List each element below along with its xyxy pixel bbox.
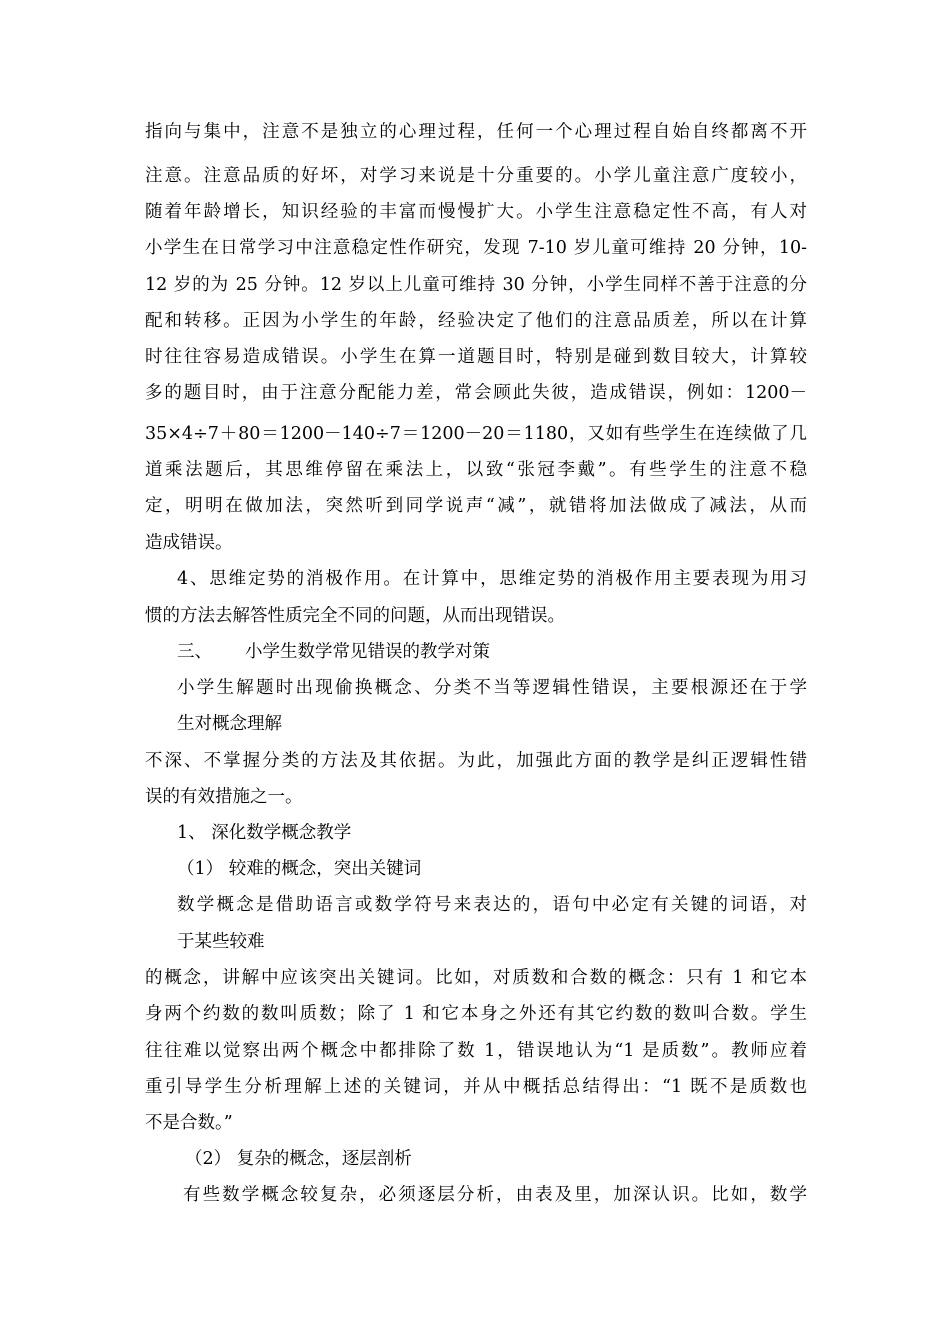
- paragraph-3-line-3: 不深、不掌握分类的方法及其依据。为此，加强此方面的教学是纠正逻辑性错: [145, 751, 807, 771]
- paragraph-3-line-4: 误的有效措施之一。: [145, 787, 303, 807]
- paragraph-1-line-10: 道乘法题后，其思维停留在乘法上，以致“张冠李戴”。有些学生的注意不稳: [145, 460, 807, 480]
- paragraph-4-line-3: 的概念，讲解中应该突出关键词。比如，对质数和合数的概念：只有 1 和它本: [145, 968, 807, 988]
- paragraph-5-line-1: 有些数学概念较复杂，必须逐层分析，由表及里，加深认识。比如，数学: [183, 1185, 807, 1205]
- paragraph-1-line-8: 多的题目时，由于注意分配能力差，常会顾此失彼，造成错误，例如：1200－: [145, 383, 807, 403]
- subheading-1-1: （1） 较难的概念，突出关键词: [177, 859, 422, 879]
- paragraph-2-line-1: 4、思维定势的消极作用。在计算中，思维定势的消极作用主要表现为用习: [177, 569, 807, 589]
- subheading-1-2: （2） 复杂的概念，逐层剖析: [185, 1149, 412, 1169]
- paragraph-4-line-1: 数学概念是借助语言或数学符号来表达的，语句中必定有关键的词语，对: [177, 895, 807, 915]
- paragraph-1-line-12: 造成错误。: [145, 533, 233, 553]
- subheading-1: 1、 深化数学概念教学: [177, 823, 352, 843]
- paragraph-1-line-3: 随着年龄增长，知识经验的丰富而慢慢扩大。小学生注意稳定性不高，有人对: [145, 202, 807, 222]
- paragraph-4-line-7: 不是合数。”: [145, 1113, 233, 1133]
- paragraph-4-line-5: 往往难以觉察出两个概念中都排除了数 1，错误地认为“1 是质数”。教师应着: [145, 1041, 807, 1061]
- paragraph-2-line-2: 惯的方法去解答性质完全不同的问题，从而出现错误。: [145, 606, 565, 626]
- paragraph-1-line-2: 注意。注意品质的好坏，对学习来说是十分重要的。小学儿童注意广度较小，: [145, 166, 807, 186]
- paragraph-4-line-4: 身两个约数的数叫质数；除了 1 和它本身之外还有其它约数的数叫合数。学生: [145, 1004, 807, 1024]
- paragraph-1-line-4: 小学生在日常学习中注意稳定性作研究，发现 7-10 岁儿童可维持 20 分钟，10-: [145, 238, 807, 258]
- paragraph-1-line-9: 35×4÷7＋80＝1200－140÷7＝1200－20＝1180，又如有些学生在连续做了几: [145, 424, 807, 444]
- paragraph-3-line-1: 小学生解题时出现偷换概念、分类不当等逻辑性错误，主要根源还在于学: [177, 678, 807, 698]
- section-number: 三、: [177, 642, 212, 662]
- paragraph-1-line-6: 配和转移。正因为小学生的年龄，经验决定了他们的注意品质差，所以在计算: [145, 311, 807, 331]
- paragraph-4-line-6: 重引导学生分析理解上述的关键词，并从中概括总结得出：“1 既不是质数也: [145, 1077, 807, 1097]
- paragraph-1-line-5: 12 岁的为 25 分钟。12 岁以上儿童可维持 30 分钟，小学生同样不善于注意的分: [145, 275, 807, 295]
- paragraph-4-line-2: 于某些较难: [177, 932, 265, 952]
- paragraph-1-line-7: 时往往容易造成错误。小学生在算一道题目时，特别是碰到数目较大，计算较: [145, 347, 807, 367]
- paragraph-3-line-2: 生对概念理解: [177, 714, 282, 734]
- paragraph-1-line-1: 指向与集中，注意不是独立的心理过程，任何一个心理过程自始自终都离不开: [145, 122, 807, 142]
- section-heading: 小学生数学常见错误的教学对策: [245, 642, 490, 662]
- paragraph-1-line-11: 定，明明在做加法，突然听到同学说声“减”，就错将加法做成了减法，从而: [145, 496, 807, 516]
